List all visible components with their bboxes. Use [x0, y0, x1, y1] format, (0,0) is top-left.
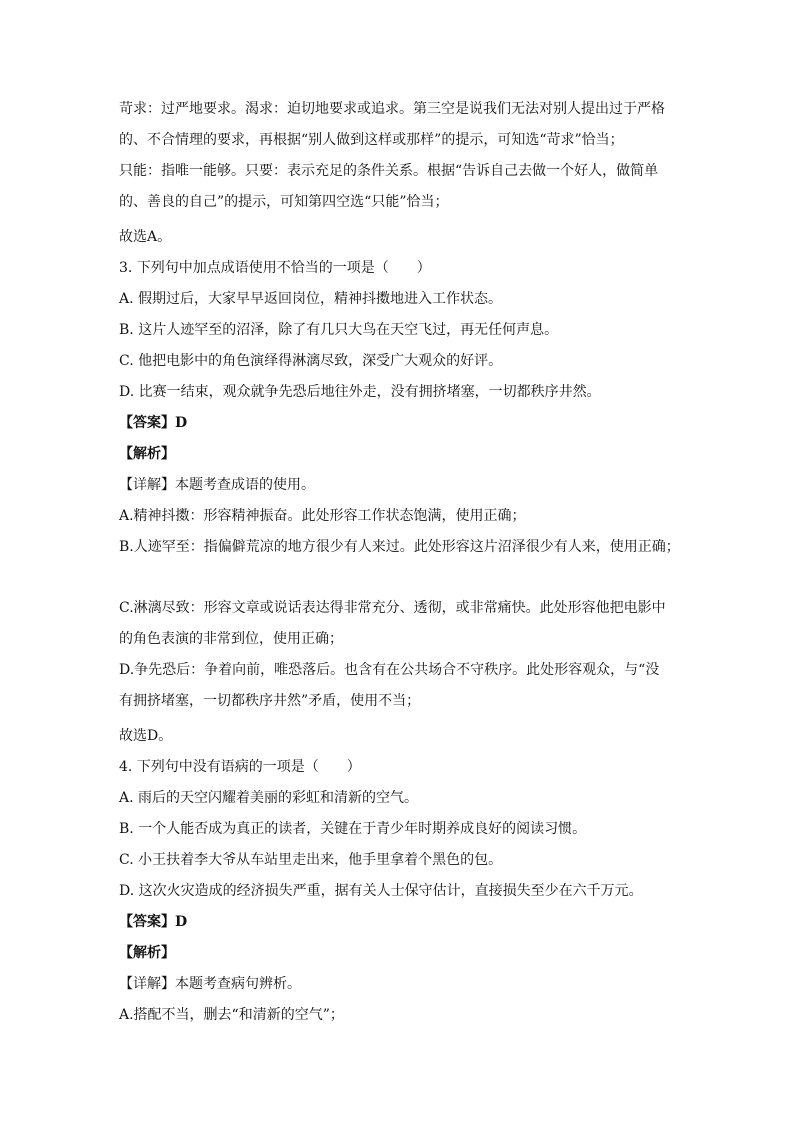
detail-intro: 【详解】本题考查病句辨析。 — [119, 976, 301, 992]
question-3-option-d: D. 比赛一结束，观众就争先恐后地往外走，没有拥挤堵塞，一切都秩序井然。 — [119, 384, 601, 400]
explanation-line: C.淋漓尽致：形容文章或说话表达得非常充分、透彻，或非常痛快。此处形容他把电影中 — [119, 600, 666, 616]
answer-label: 【答案】D — [119, 415, 188, 431]
text-line: 故选A。 — [119, 229, 172, 245]
question-3-option-b: B. 这片人迹罕至的沼泽，除了有几只大鸟在天空飞过，再无任何声息。 — [119, 322, 559, 338]
question-3-option-a: A. 假期过后，大家早早返回岗位，精神抖擞地进入工作状态。 — [119, 291, 503, 307]
question-4-option-a: A. 雨后的天空闪耀着美丽的彩虹和清新的空气。 — [119, 790, 419, 806]
question-3-option-c: C. 他把电影中的角色演绎得淋漓尽致，深受广大观众的好评。 — [119, 353, 503, 369]
text-line: 只能：指唯一能够。只要：表示充足的条件关系。根据“告诉自己去做一个好人，做简单 — [119, 163, 659, 179]
question-4-stem: 4. 下列句中没有语病的一项是（ ） — [119, 759, 361, 775]
explanation-line: B.人迹罕至：指偏僻荒凉的地方很少有人来过。此处形容这片沼泽很少有人来，使用正确； — [119, 539, 680, 555]
answer-label: 【答案】D — [119, 914, 188, 930]
analysis-label: 【解析】 — [119, 446, 175, 462]
text-line: 故选D。 — [119, 728, 173, 744]
explanation-line: 有拥挤堵塞，一切都秩序井然”矛盾，使用不当； — [119, 693, 421, 709]
explanation-line: 的角色表演的非常到位，使用正确； — [119, 631, 343, 647]
detail-intro: 【详解】本题考查成语的使用。 — [119, 477, 315, 493]
analysis-label: 【解析】 — [119, 945, 175, 961]
question-4-option-d: D. 这次火灾造成的经济损失严重，据有关人士保守估计，直接损失至少在六千万元。 — [119, 883, 643, 899]
question-3-stem: 3. 下列句中加点成语使用不恰当的一项是（ ） — [119, 260, 431, 276]
explanation-line: D.争先恐后：争着向前，唯恐落后。也含有在公共场合不守秩序。此处形容观众，与“没 — [119, 662, 660, 678]
text-line: 苛求：过严地要求。渴求：迫切地要求或追求。第三空是说我们无法对别人提出过于严格 — [119, 101, 665, 117]
question-4-option-c: C. 小王扶着李大爷从车站里走出来，他手里拿着个黑色的包。 — [119, 852, 503, 868]
explanation-line: A.精神抖擞：形容精神振奋。此处形容工作状态饱满，使用正确； — [119, 508, 526, 524]
explanation-line: A.搭配不当，删去“和清新的空气”； — [119, 1007, 344, 1023]
text-line: 的、不合情理的要求，再根据“别人做到这样或那样”的提示，可知选“苛求”恰当； — [119, 132, 624, 148]
text-line: 的、善良的自己”的提示，可知第四空选“只能”恰当； — [119, 194, 449, 210]
question-4-option-b: B. 一个人能否成为真正的读者，关键在于青少年时期养成良好的阅读习惯。 — [119, 821, 587, 837]
